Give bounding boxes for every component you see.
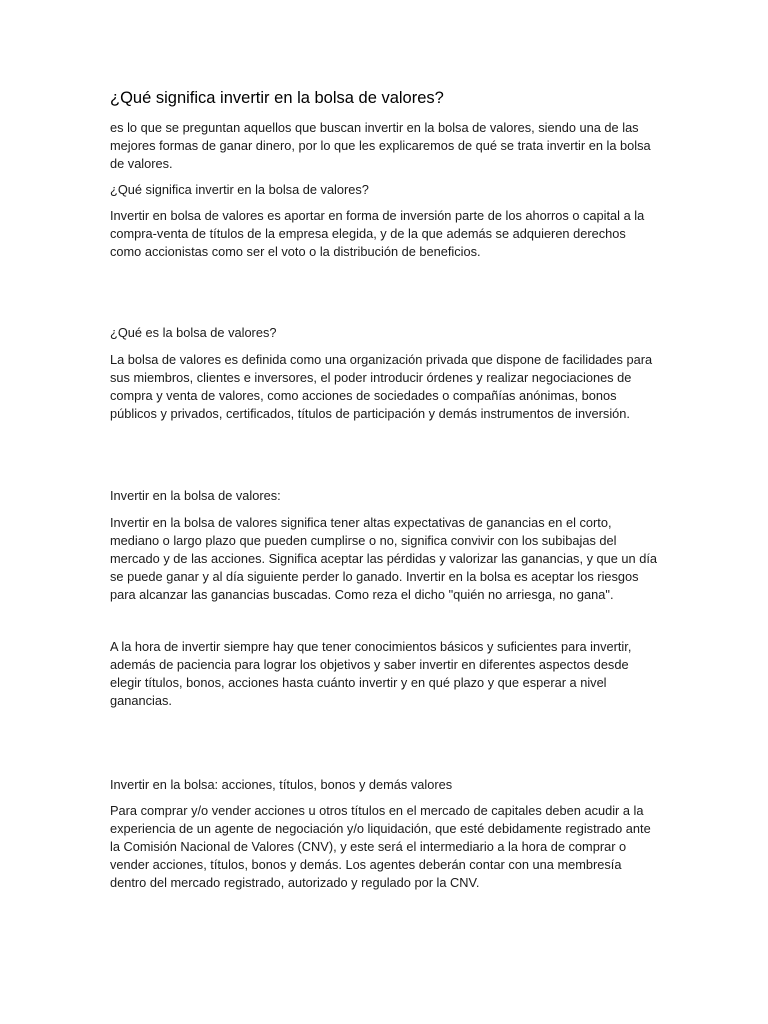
- section-3-body: [110, 514, 658, 604]
- section-4-body: [110, 802, 658, 892]
- section-3-paragraph-2: A la hora de invertir siempre hay que tener conocimientos básicos y suficientes para invertir, además de paciencia para lograr los objetivos y saber invertir en diferentes aspectos desde elegir títulos, bonos, acciones hasta cuánto invertir y en qué plazo y que esperar a nivel ganancias.: [110, 639, 632, 708]
- section-3-paragraph-1: Invertir en la bolsa de valores significa tener altas expectativas de ganancias en el corto, mediano o largo plazo que pueden cumplirse o no, significa convivir con los subibajas del mercado y de las acciones. Significa aceptar las pérdidas y valorizar las ganancias, y que un día se puede ganar y al día siguiente perder lo ganado. Invertir en la bolsa es aceptar los riesgos para alcanzar las ganancias buscadas. Como reza el dicho "quién no arriesga, no gana".: [110, 515, 658, 602]
- section-1-heading: ¿Qué significa invertir en la bolsa de valores?: [110, 182, 369, 197]
- section-3-body-2: [110, 638, 658, 710]
- section-1: [110, 181, 658, 198]
- section-4-heading: Invertir en la bolsa: acciones, títulos, bonos y demás valores: [110, 777, 453, 792]
- section-3: [110, 487, 658, 504]
- section-1-body: [110, 207, 658, 261]
- intro-block: [110, 119, 658, 173]
- section-2-body: [110, 351, 658, 423]
- section-4: [110, 776, 658, 793]
- section-4-paragraph-1: Para comprar y/o vender acciones u otros títulos en el mercado de capitales deben acudir a la experiencia de un agente de negociación y/o liquidación, que esté debidamente registrado ante la Comisión Nacional de Valores (CNV), y este será el intermediario a la hora de comprar o vender acciones, títulos, bonos y demás. Los agentes deberán contar con una membresía dentro del mercado registrado, autorizado y regulado por la CNV.: [110, 803, 651, 890]
- section-3-heading: Invertir en la bolsa de valores:: [110, 488, 281, 503]
- section-2-paragraph-1: La bolsa de valores es definida como una organización privada que dispone de facilidades para sus miembros, clientes e inversores, el poder introducir órdenes y realizar negociaciones de compra y venta de valores, como acciones de sociedades o compañías anónimas, bonos públicos y privados, certificados, títulos de participación y demás instrumentos de inversión.: [110, 352, 653, 421]
- section-2: [110, 324, 658, 341]
- section-2-heading: ¿Qué es la bolsa de valores?: [110, 325, 277, 340]
- document-title: ¿Qué significa invertir en la bolsa de valores?: [110, 89, 444, 107]
- document-title-block: [110, 88, 658, 108]
- section-1-paragraph-1: Invertir en bolsa de valores es aportar en forma de inversión parte de los ahorros o capital a la compra-venta de títulos de la empresa elegida, y de la que además se adquieren derechos como accionistas como ser el voto o la distribución de beneficios.: [110, 208, 645, 259]
- intro-paragraph: es lo que se preguntan aquellos que buscan invertir en la bolsa de valores, siendo una de las mejores formas de ganar dinero, por lo que les explicaremos de qué se trata invertir en la bolsa de valores.: [110, 120, 651, 171]
